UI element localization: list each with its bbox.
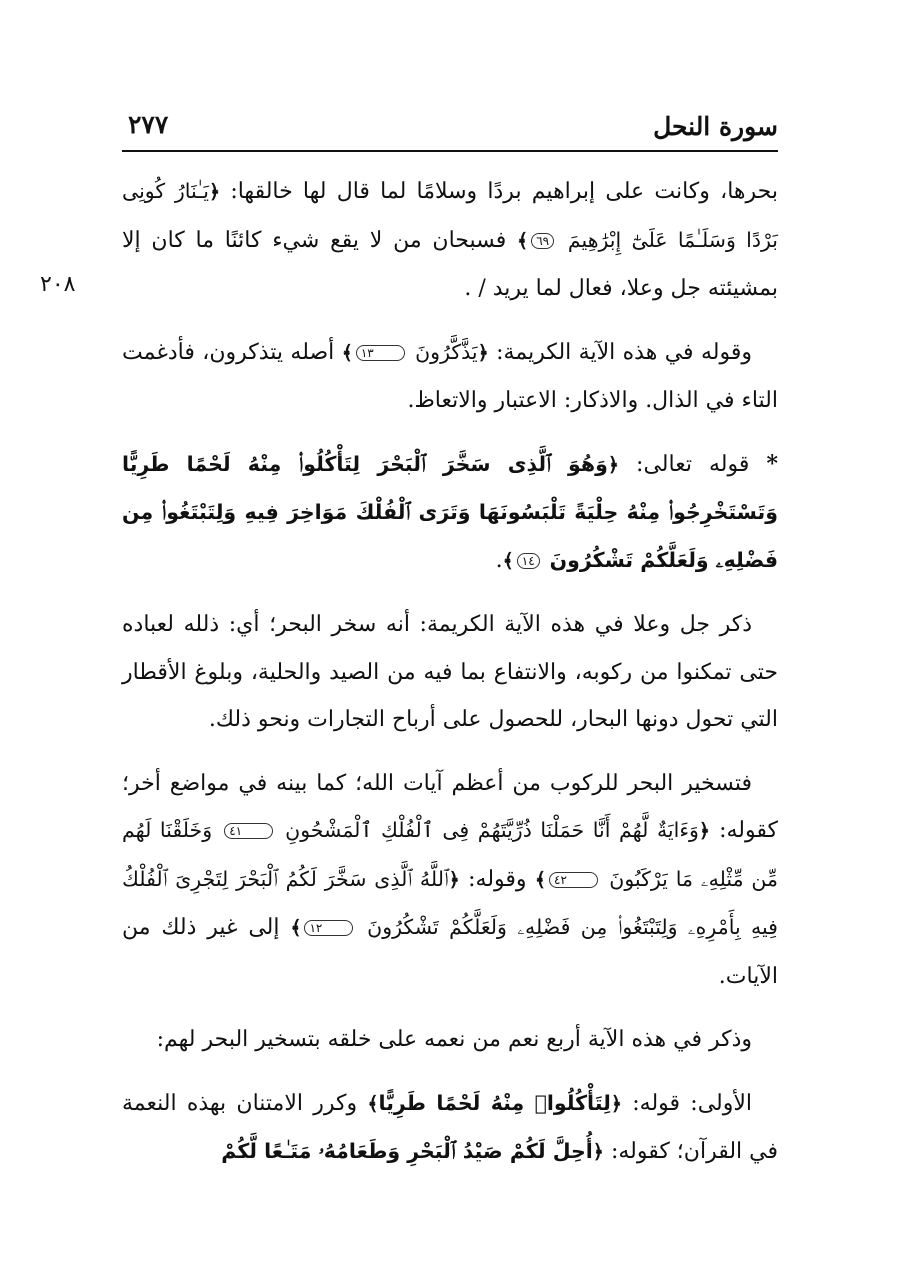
- verse-number: ١٢: [304, 920, 353, 936]
- text: الأولى: قوله:: [632, 1090, 753, 1116]
- paragraph-7: [122, 1080, 778, 1177]
- margin-reference-number: ٢٠٨: [40, 272, 76, 297]
- text: قوله تعالى:: [636, 451, 750, 477]
- paragraph-6: [122, 1016, 778, 1064]
- text: إلى غير ذلك من الآيات.: [122, 915, 778, 989]
- text: وقوله:: [468, 866, 527, 892]
- ornate-bracket-close-icon: ﴾: [534, 868, 547, 891]
- paragraph-4: [122, 601, 778, 744]
- quran-quote: ٱللَّهُ ٱلَّذِى سَخَّرَ لَكُمُ ٱلْبَحْرَ لِتَجْرِىَ ٱلْفُلْكُ فِيهِ بِأَمْرِهِۦ وَلِتَبْتَغُوا۟ مِن فَضْلِهِۦ وَلَعَلَّكُمْ تَشْكُرُونَ: [122, 866, 778, 939]
- page-header: [122, 106, 778, 152]
- paragraph-1: [122, 168, 778, 313]
- text: وكرر الامتنان بهذه النعمة في القرآن؛ كقوله:: [122, 1090, 778, 1164]
- verse-number: ١٣: [356, 345, 405, 361]
- verse-number: ٤٢: [549, 872, 598, 888]
- ornate-bracket-open-icon: ﴿: [698, 820, 711, 842]
- text: ذكر جل وعلا في هذه الآية الكريمة: أنه سخر البحر؛ أي: ذلله لعباده حتى تمكنوا من ركوبه، والانتفاع بما فيه من الصيد والحلية، وبلوغ الأقطار التي تحول دونها البحار، للحصول على أرباح التجارات ونحو ذلك.: [122, 612, 778, 732]
- paragraph-5: [122, 760, 778, 1001]
- quran-quote: يَذَّكَّرُونَ: [415, 339, 478, 364]
- paragraph-2: [122, 329, 778, 425]
- quran-quote: وَءَايَةٌ لَّهُمْ أَنَّا حَمَلْنَا ذُرِّيَّتَهُمْ فِى ٱلْفُلْكِ ٱلْمَشْحُونِ: [285, 818, 699, 842]
- text: وقوله في هذه الآية الكريمة:: [496, 339, 752, 365]
- text: فتسخير البحر للركوب من أعظم آيات الله؛ كما بينه في مواضع أخر؛ كقوله:: [122, 770, 778, 843]
- ornate-bracket-close-icon: ﴾: [502, 549, 514, 572]
- text: وذكر في هذه الآية أربع نعم من نعمه على خلقه بتسخير البحر لهم:: [156, 1027, 752, 1052]
- ornate-bracket-open-icon: ﴿: [208, 181, 221, 203]
- page-number: ٢٧٧: [128, 110, 169, 139]
- text: .: [495, 547, 503, 573]
- paragraph-3: [122, 441, 778, 586]
- verse-number: ٤١: [224, 823, 273, 839]
- ornate-bracket-close-icon: ﴾: [341, 341, 353, 364]
- ornate-bracket-open-icon: ﴿: [610, 1092, 622, 1115]
- ornate-bracket-open-icon: ﴿: [477, 341, 489, 364]
- ornate-bracket-close-icon: ﴾: [367, 1092, 379, 1115]
- text: فسبحان من لا يقع شيء كائنًا ما كان إلا بمشيئته جل وعلا، فعال لما يريد / .: [122, 227, 778, 301]
- quran-quote: لِتَأْكُلُوا۟ مِنْهُ لَحْمًا طَرِيًّا: [378, 1090, 611, 1115]
- verse-number: ١٤: [517, 553, 540, 569]
- ornate-bracket-open-icon: ﴿: [592, 1141, 604, 1163]
- ornate-bracket-open-icon: ﴿: [448, 868, 460, 891]
- quran-quote: وَهُوَ ٱلَّذِى سَخَّرَ ٱلْبَحْرَ لِتَأْكُلُوا۟ مِنْهُ لَحْمًا طَرِيًّا وَتَسْتَخْرِجُوا۟ مِنْهُ حِلْيَةً تَلْبَسُونَهَا وَتَرَى ٱلْفُلْكَ مَوَاخِرَ فِيهِ وَلِتَبْتَغُوا۟ مِن فَضْلِهِۦ وَلَعَلَّكُمْ تَشْكُرُونَ: [122, 451, 778, 572]
- page-body: [122, 168, 778, 1193]
- ornate-bracket-open-icon: ﴿: [607, 453, 619, 476]
- verse-number: ٦٩: [531, 233, 554, 249]
- text: بحرها، وكانت على إبراهيم بردًا وسلامًا لما قال لها خالقها:: [230, 179, 778, 204]
- quran-quote: وَخَلَقْنَا لَهُم مِّن مِّثْلِهِۦ مَا يَرْكَبُونَ: [122, 818, 779, 891]
- ornate-bracket-close-icon: ﴾: [517, 229, 529, 252]
- star-marker: *: [766, 450, 778, 477]
- ornate-bracket-close-icon: ﴾: [290, 917, 302, 939]
- quran-quote: أُحِلَّ لَكُمْ صَيْدُ ٱلْبَحْرِ وَطَعَامُهُۥ مَتَـٰعًا لَّكُمْ: [221, 1139, 593, 1163]
- surah-title: سورة النحل: [653, 112, 778, 141]
- text: أصله يتذكرون، فأدغمت التاء في الذال. والاذكار: الاعتبار والاتعاظ.: [122, 339, 778, 413]
- quran-quote: يَـٰنَارُ كُونِى بَرْدًا وَسَلَـٰمًا عَلَىٰٓ إِبْرَٰهِيمَ: [122, 179, 778, 252]
